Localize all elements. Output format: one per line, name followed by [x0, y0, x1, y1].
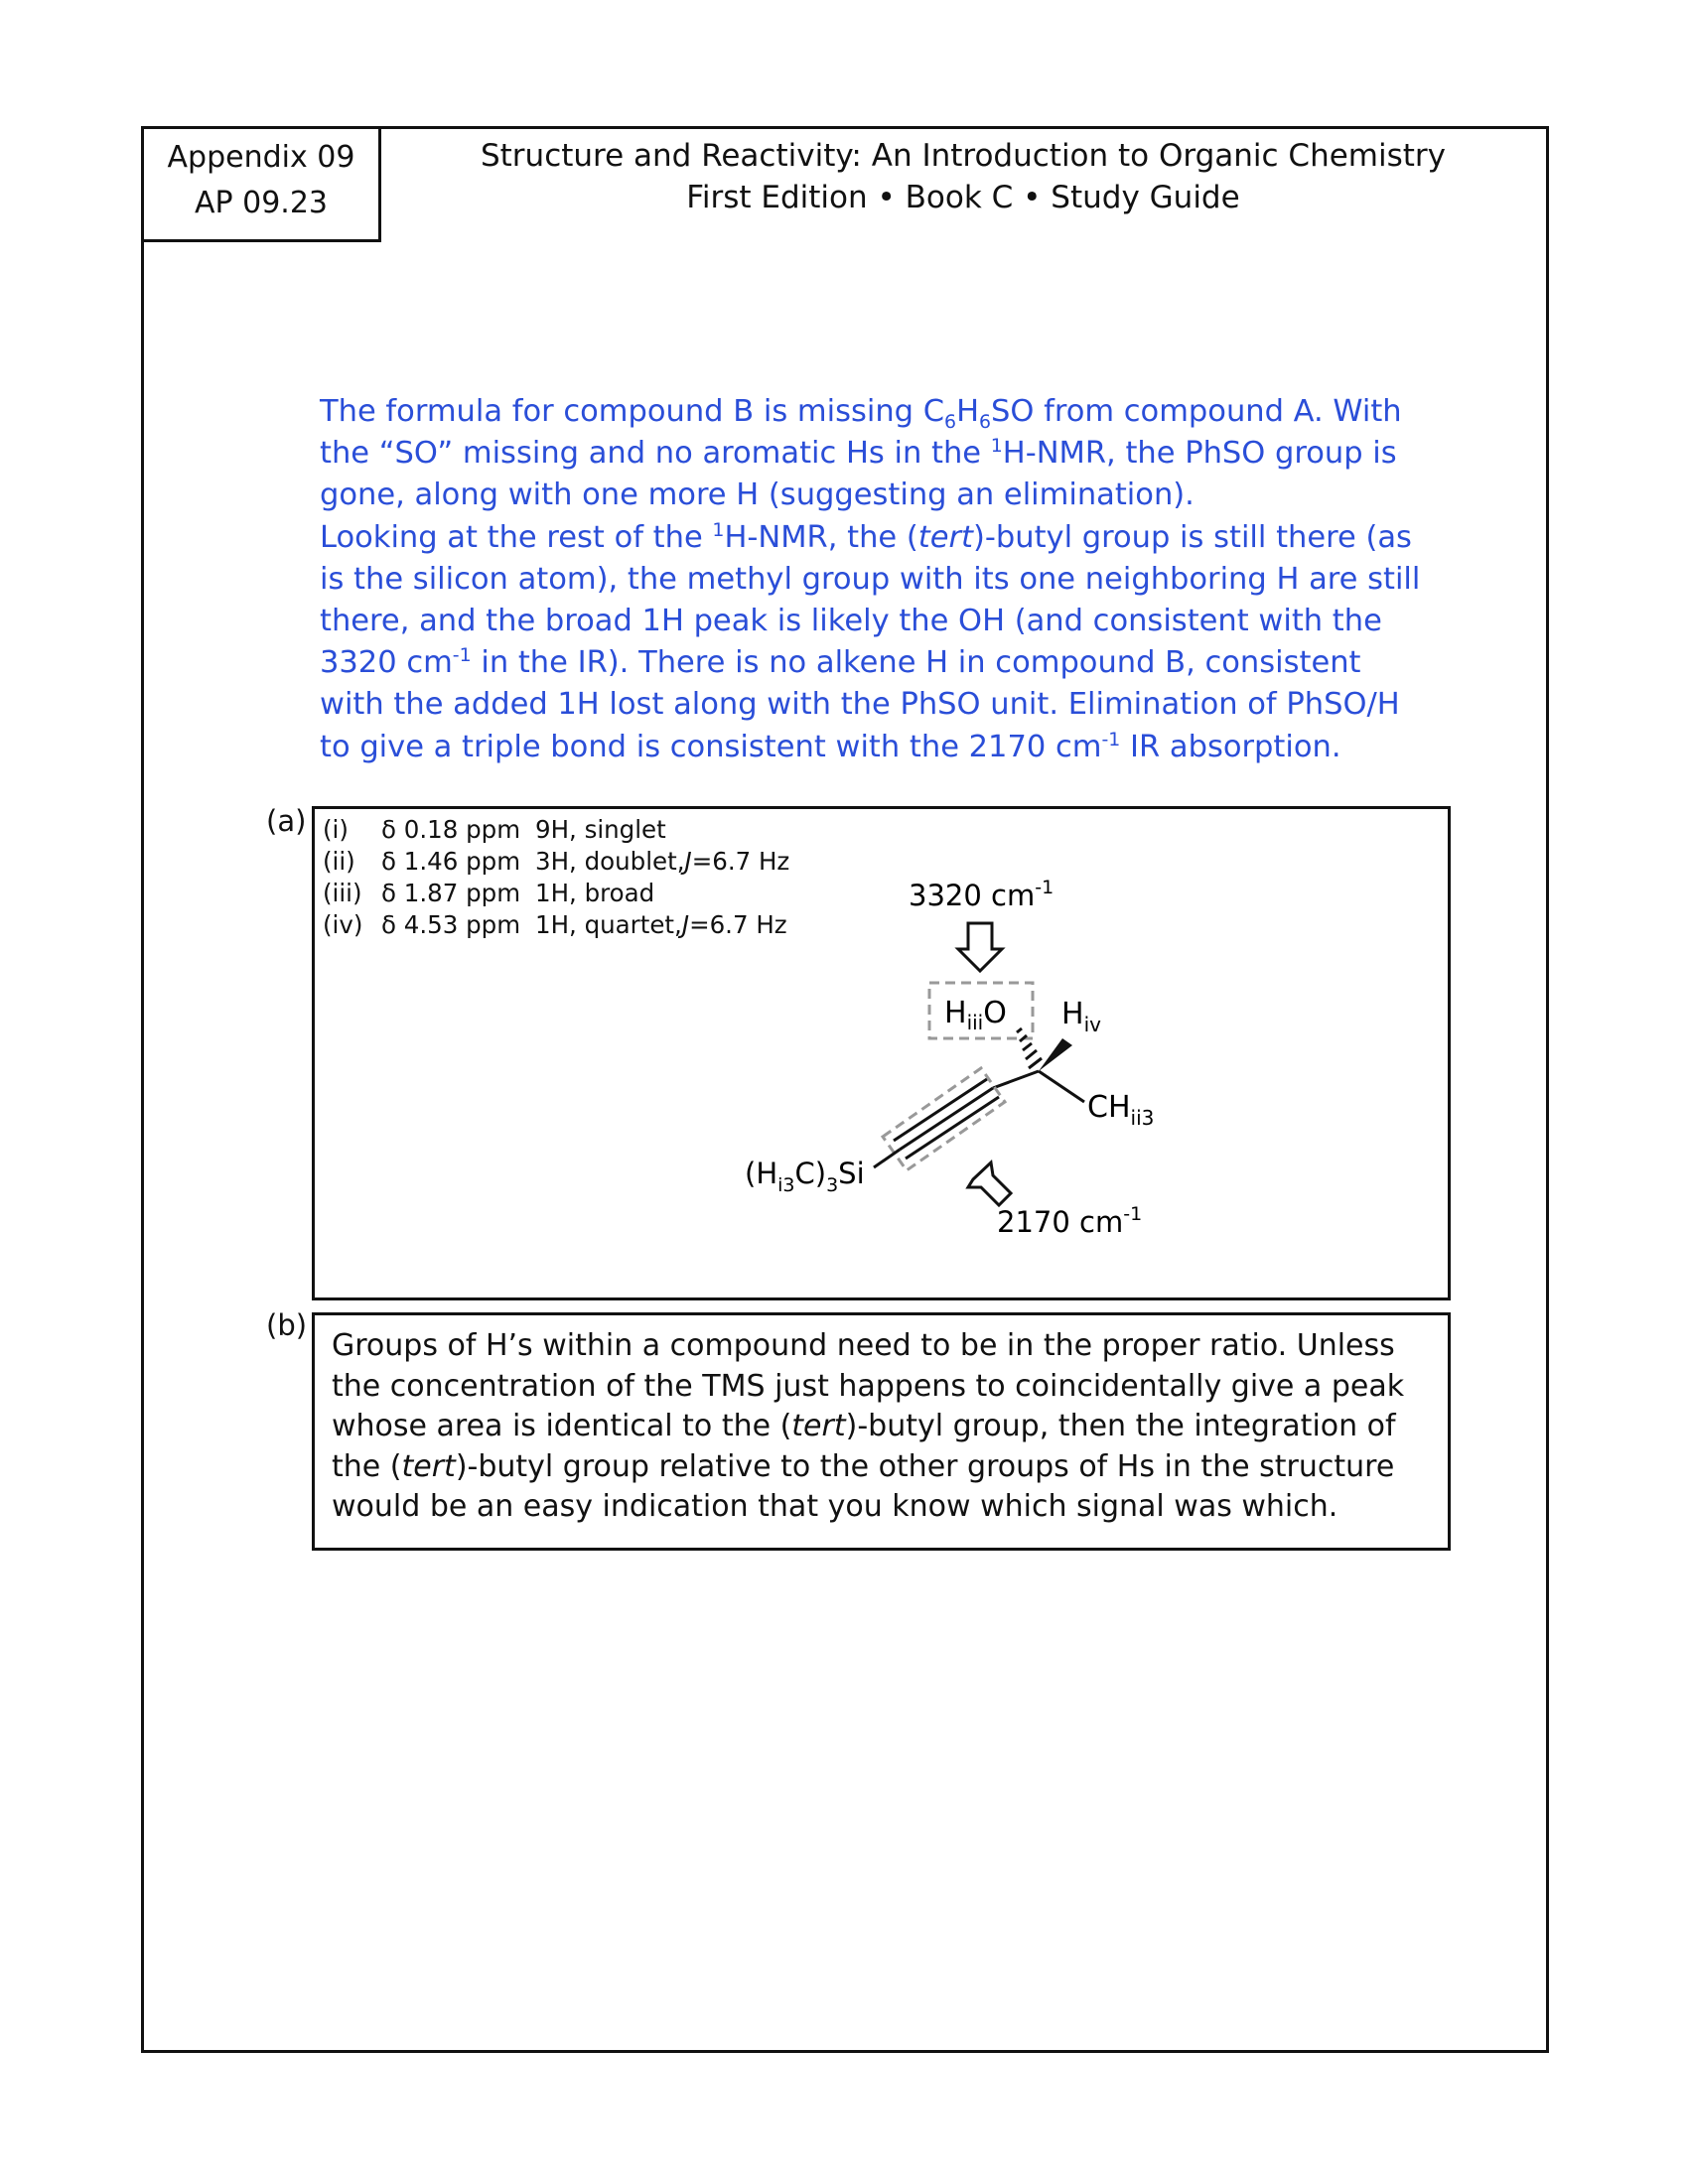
tms-label: $(H_{i3}C)_3Si$: [745, 1157, 865, 1196]
book-title: Structure and Reactivity: An Introduction to Organic Chemistry: [480, 138, 1447, 174]
arrow-diagonal-icon: [968, 1162, 1011, 1205]
appendix-code: AP 09.23: [194, 186, 329, 220]
ir-oh-label: 3320 $cm^{-1}$: [909, 877, 1055, 912]
nmr-row: (iii) δ 1.87 ppm 1H, broad: [323, 879, 655, 907]
book-subtitle: First Edition • Book C • Study Guide: [686, 180, 1240, 215]
nmr-row: (iv) δ 4.53 ppm 1H, quartet, J =6.7 Hz: [323, 910, 787, 939]
explanation-paragraph-1: The formula for compound B is missing $C_6H_6SO$ from compound A. With the “SO” missing and no aromatic Hs in the $^1$H-NMR, the PhSO group is gone, along with one more H (suggesting an elimination).: [320, 394, 1402, 513]
ir-alkyne-label: 2170 $cm^{-1}$: [997, 1203, 1143, 1239]
oh-hydrogen-label: $H_{iii}O$: [944, 996, 1007, 1034]
arrow-down-icon: [958, 923, 1002, 971]
solid-wedge-bond: [1039, 1038, 1072, 1071]
nmr-row: (ii) δ 1.46 ppm 3H, doublet, J =6.7 Hz: [323, 847, 790, 876]
explanation-paragraph-2: Looking at the rest of the $^1$H-NMR, the (tert)-butyl group is still there (as is the silicon atom), the methyl group with its one neighboring H are still there, and the broad 1H peak is likely the OH (and consistent with the 3320 $cm^{-1}$ in the IR). There is no alkene H in compound B, consistent with the added 1H lost along with the PhSO unit. Elimination of PhSO/H to give a triple bond is consistent with the 2170 $cm^{-1}$ IR absorption.: [320, 518, 1421, 764]
part-b-text: Groups of H’s within a compound need to be in the proper ratio. Unless the concentration of the TMS just happens to coincidentally give a peak whose area is identical to the (tert)-butyl group, then the integration of the (tert)-butyl group relative to the other groups of Hs in the structure would be an easy indication that you know which signal was which.: [332, 1328, 1405, 1525]
methyl-label: $CH_{ii3}$: [1087, 1090, 1155, 1130]
nmr-row: (i) δ 0.18 ppm 9H, singlet: [323, 815, 666, 844]
methyl-bond: [1039, 1071, 1084, 1102]
silyl-bond: [874, 1150, 900, 1167]
part-b-tag: (b): [266, 1308, 308, 1342]
h-iv-label: $H_{iv}$: [1061, 997, 1101, 1036]
single-bond: [993, 1071, 1039, 1088]
hashed-wedge-bond: [1017, 1028, 1042, 1068]
part-a-tag: (a): [266, 804, 307, 838]
appendix-label: Appendix 09: [167, 140, 355, 175]
